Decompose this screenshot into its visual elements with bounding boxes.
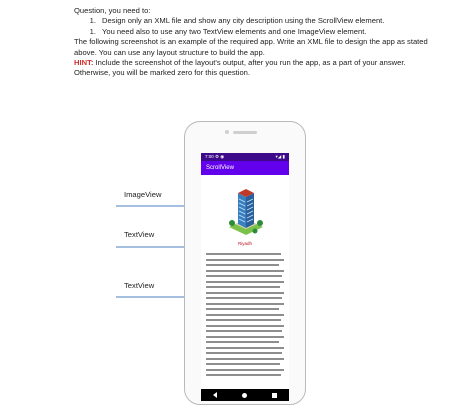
- hint-label: HINT:: [74, 58, 94, 68]
- home-icon[interactable]: [242, 393, 247, 398]
- status-left: 7:00 ⚙ ◉: [205, 154, 225, 159]
- city-description: [206, 253, 284, 380]
- text-line: [206, 369, 284, 371]
- text-line: [206, 330, 282, 332]
- text-line: [206, 352, 282, 354]
- text-line: [206, 259, 284, 261]
- text-line: [206, 270, 284, 272]
- phone-mockup: [184, 121, 306, 405]
- text-line: [206, 341, 279, 343]
- text-line: [206, 319, 281, 321]
- text-line: [206, 297, 282, 299]
- question-intro: Question, you need to:: [74, 6, 151, 15]
- front-camera: [225, 130, 229, 134]
- status-right: ▾◢ ▮: [275, 154, 285, 159]
- text-line: [206, 281, 284, 283]
- imageview-label: ImageView: [124, 190, 162, 199]
- text-line: [206, 303, 284, 305]
- text-line: [206, 314, 284, 316]
- item-number: 1.: [89, 26, 96, 36]
- text-line: [206, 363, 280, 365]
- text-line: [206, 292, 284, 294]
- speaker-grille: [233, 131, 257, 134]
- text-line: [206, 308, 279, 310]
- back-icon[interactable]: [213, 392, 217, 398]
- text-line: [206, 374, 281, 376]
- text-line: [206, 347, 284, 349]
- app-title: ScrollView: [206, 165, 234, 171]
- city-title: Riyadh: [237, 241, 252, 246]
- question-paragraph: The following screenshot is an example of the required app. Write an XML file to design the app as stated above. You can use any layout structure to build the app.: [74, 37, 428, 57]
- text-line: [206, 336, 284, 338]
- item-text: You need also to use any two TextView elements and one ImageView element.: [102, 26, 367, 36]
- hint-text: Include the screenshot of the layout's output, after you run the app, as a part of your answer. Otherwise, you will be marked zero for this question.: [74, 58, 406, 78]
- status-bar: [201, 153, 289, 161]
- text-line: [206, 358, 284, 360]
- item-text: Design only an XML file and show any city description using the ScrollView element.: [102, 16, 385, 26]
- text-line: [206, 275, 282, 277]
- text-line: [206, 253, 281, 255]
- item-number: 1.: [89, 16, 96, 26]
- textview-label-2: TextView: [124, 281, 155, 290]
- recent-apps-icon[interactable]: [272, 393, 277, 398]
- navigation-bar: [201, 389, 289, 401]
- app-bar: [201, 161, 289, 175]
- text-line: [206, 286, 280, 288]
- phone-screen: [201, 153, 289, 401]
- building-image: [225, 187, 267, 237]
- text-line: [206, 325, 284, 327]
- text-line: [206, 264, 279, 266]
- textview-label-1: TextView: [124, 230, 155, 239]
